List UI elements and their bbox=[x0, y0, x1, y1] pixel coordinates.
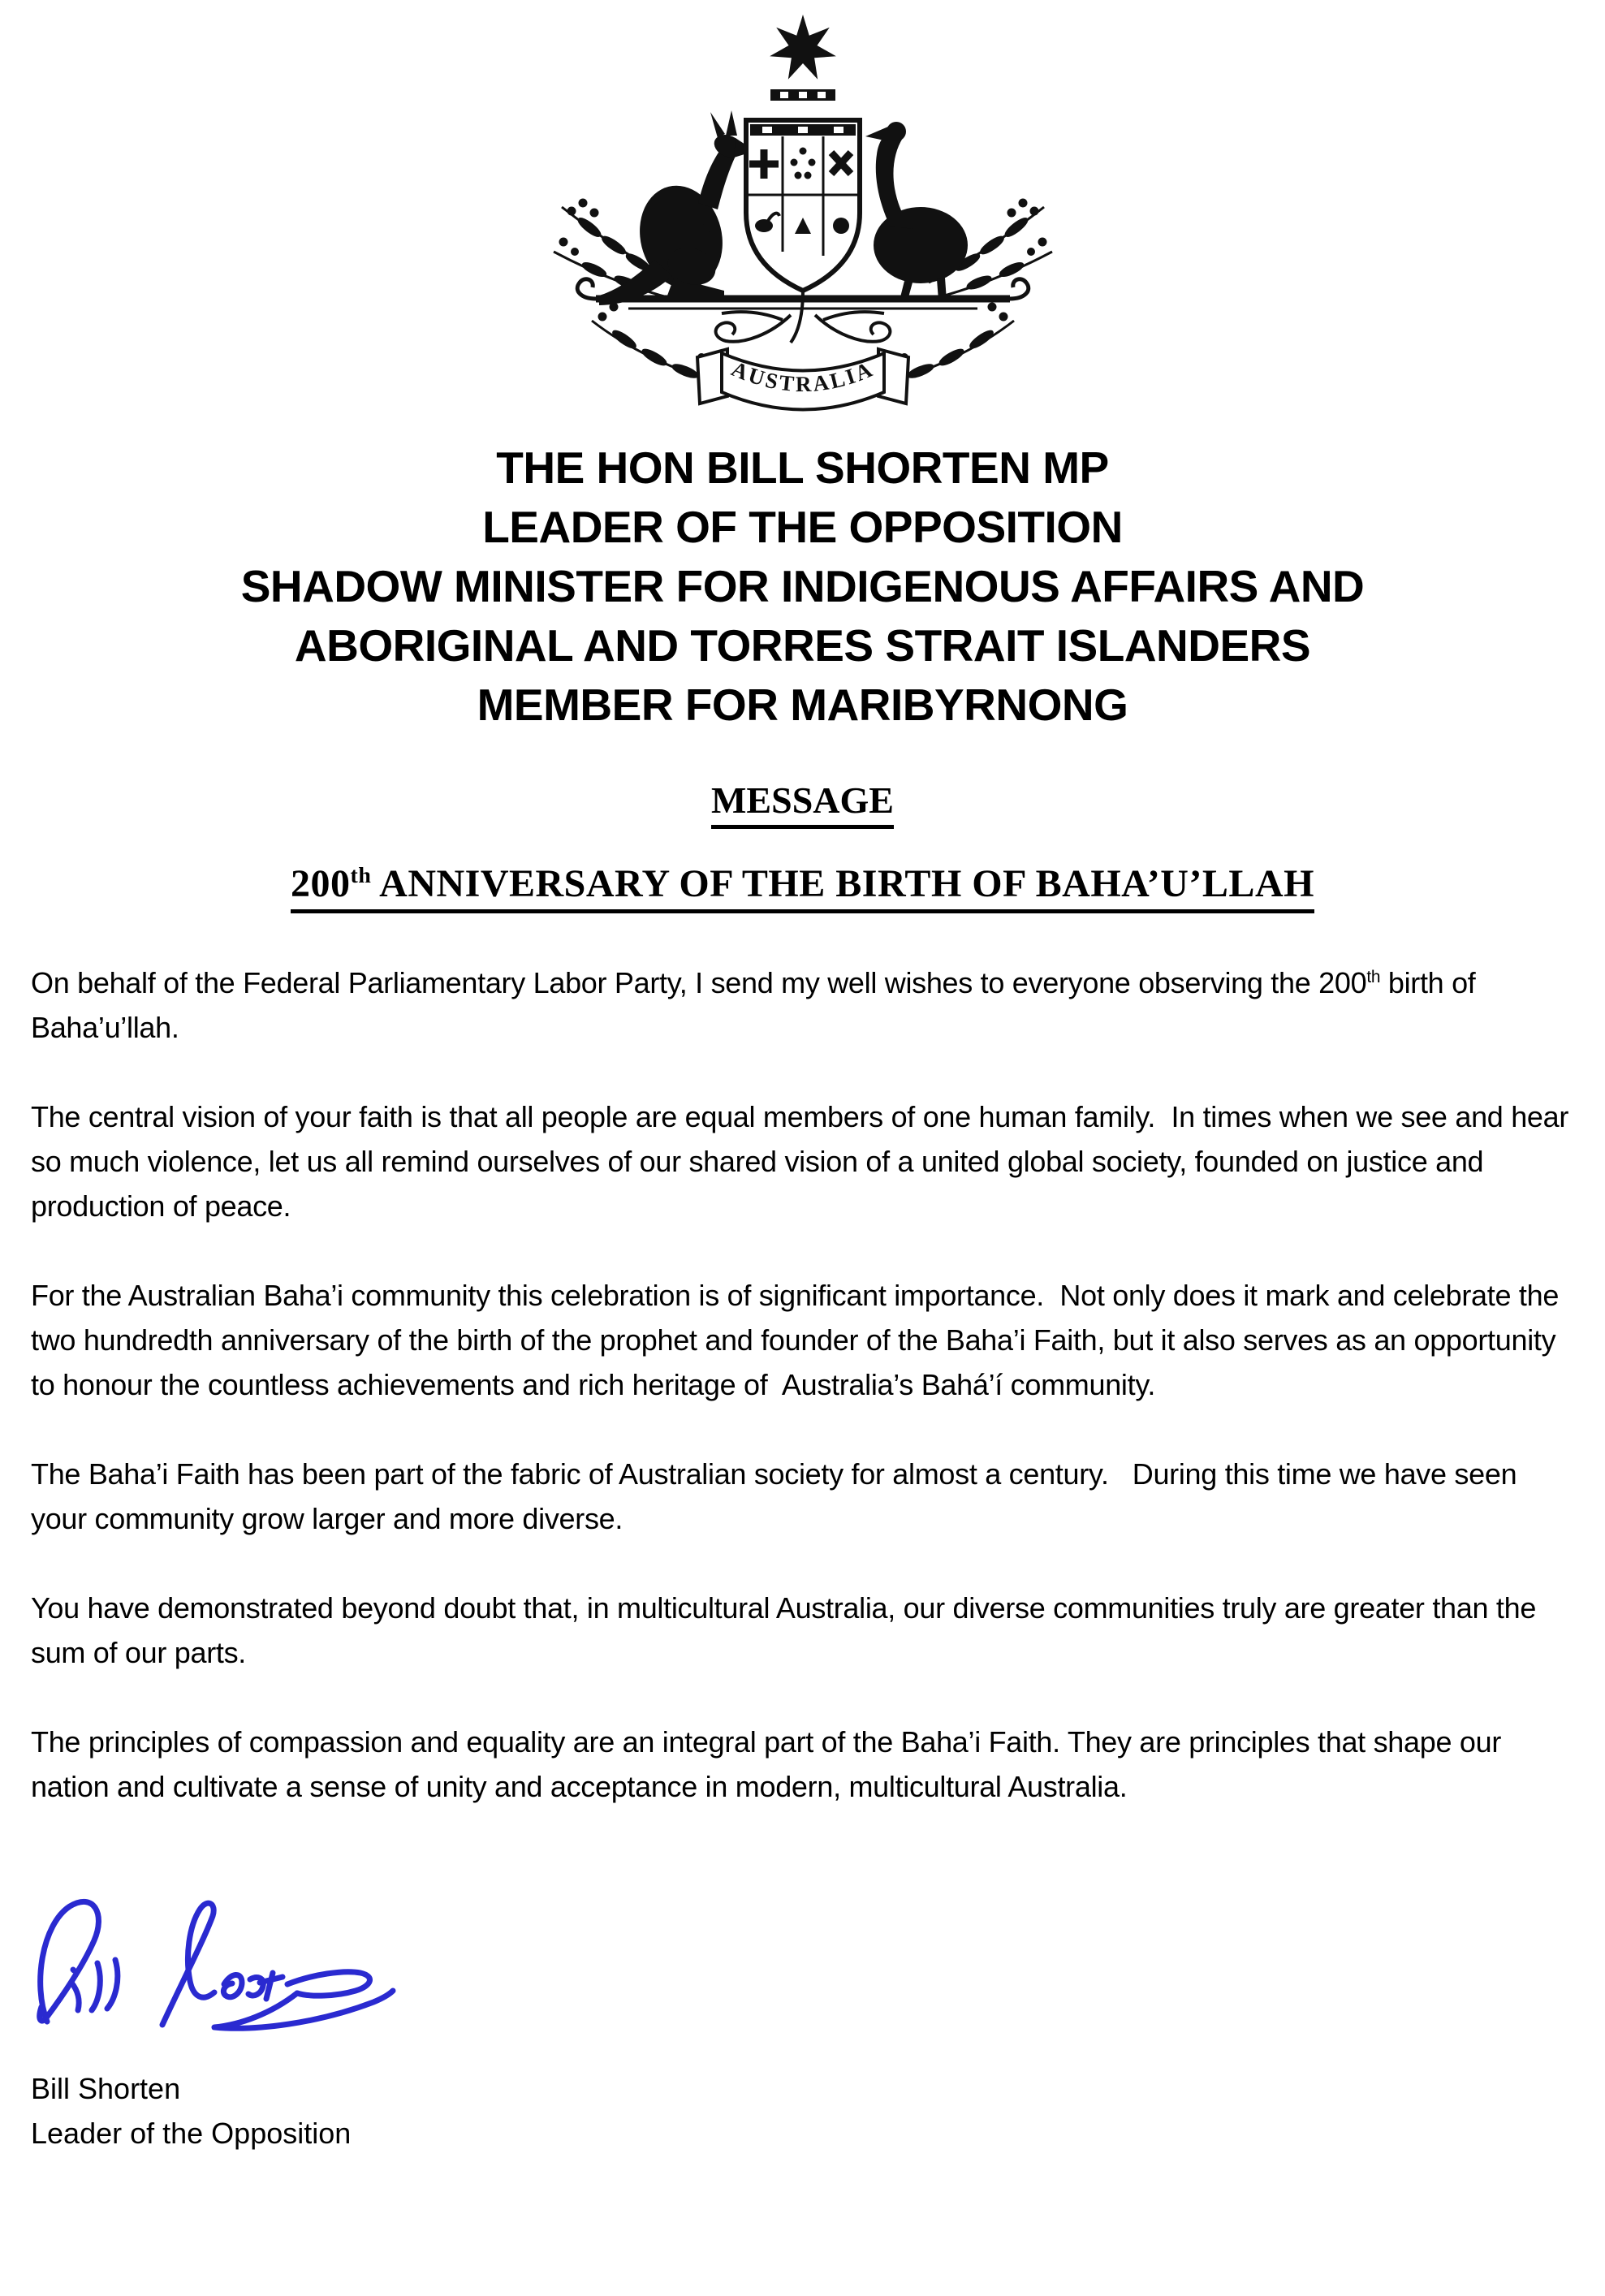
australia-banner bbox=[697, 349, 908, 410]
australia-banner-text: AUSTRALIA bbox=[727, 356, 878, 397]
letterhead-line-3: SHADOW MINISTER FOR INDIGENOUS AFFAIRS AND bbox=[240, 561, 1365, 611]
signature-image bbox=[19, 1862, 409, 2049]
shield-icon bbox=[746, 120, 860, 291]
message-heading: MESSAGE bbox=[0, 779, 1605, 829]
signoff-name: Bill Shorten bbox=[31, 2072, 181, 2105]
letterhead-line-1: THE HON BILL SHORTEN MP bbox=[496, 442, 1109, 493]
body-paragraph-1: On behalf of the Federal Parliamentary Labor Party, I send my well wishes to everyone observing the 200th birth of Baha’u’llah. bbox=[31, 966, 1484, 1044]
emu-icon bbox=[865, 122, 968, 300]
signature-strokes bbox=[40, 1901, 393, 2028]
australian-coat-of-arms bbox=[515, 8, 1091, 430]
signoff-role: Leader of the Opposition bbox=[31, 2117, 352, 2150]
kangaroo-icon bbox=[599, 110, 755, 305]
body-paragraph-2: The central vision of your faith is that all people are equal members of one human family. In times when we see and hear so much violence, let us all remind ourselves of our shared vision of a united global society, founded on justice and production of peace. bbox=[31, 1100, 1577, 1223]
body-paragraph-4: The Baha’i Faith has been part of the fabric of Australian society for almost a century. During this time we have seen your community grow larger and more diverse. bbox=[31, 1457, 1525, 1535]
ordinal-superscript: th bbox=[1366, 968, 1381, 986]
letterhead bbox=[0, 438, 1605, 735]
letterhead-line-4: ABORIGINAL AND TORRES STRAIT ISLANDERS bbox=[294, 620, 1311, 671]
title-number: 200 bbox=[291, 862, 351, 905]
commonwealth-star-icon bbox=[770, 15, 836, 80]
body-paragraph-3: For the Australian Baha’i community this celebration is of significant importance. Not only does it mark and celebrate the two hundredth anniversary of the birth of the prophet and founder of the Baha’i Faith, but it also serves as an opportunity to honour the countless achievements and rich heritage of Australia’s Bahá’í community. bbox=[31, 1279, 1567, 1401]
torse-icon bbox=[770, 89, 835, 101]
letter-body bbox=[31, 960, 1577, 1809]
letter-title bbox=[0, 861, 1605, 913]
signoff bbox=[31, 2066, 1574, 2156]
signature-block bbox=[19, 1862, 1605, 2053]
body-paragraph-6: The principles of compassion and equality are an integral part of the Baha’i Faith. They are principles that shape our nation and cultivate a sense of unity and acceptance in modern, multicultural Australia. bbox=[31, 1725, 1509, 1803]
title-text: ANNIVERSARY OF THE BIRTH OF BAHA’U’LLAH bbox=[371, 862, 1314, 905]
letterhead-line-2: LEADER OF THE OPPOSITION bbox=[482, 502, 1123, 552]
body-paragraph-5: You have demonstrated beyond doubt that, in multicultural Australia, our diverse communities truly are greater than the sum of our parts. bbox=[31, 1591, 1544, 1669]
ordinal-superscript: th bbox=[350, 863, 372, 888]
letterhead-line-5: MEMBER FOR MARIBYRNONG bbox=[477, 680, 1128, 730]
